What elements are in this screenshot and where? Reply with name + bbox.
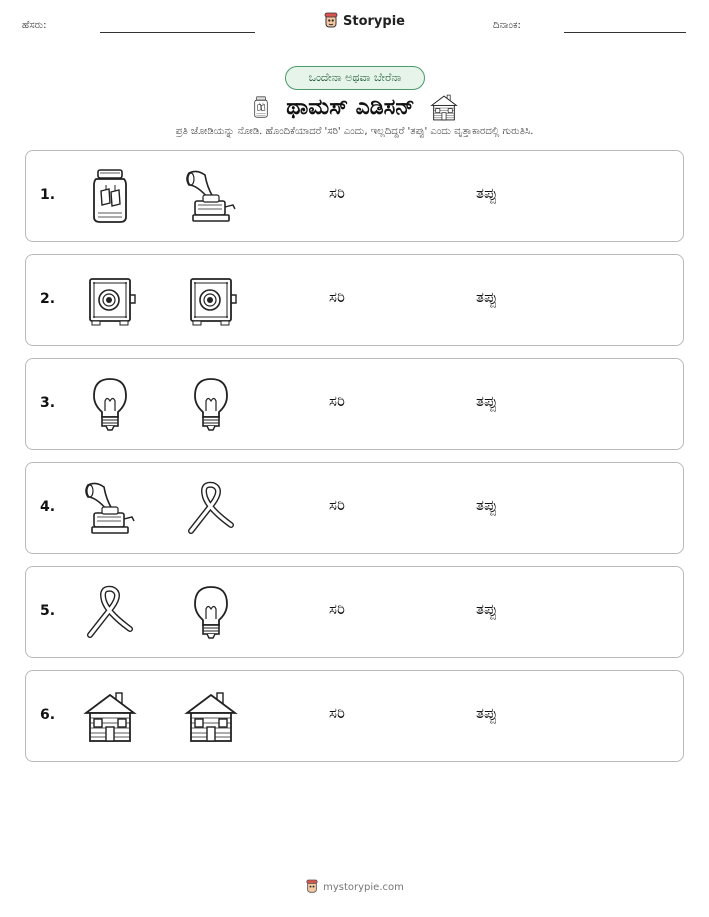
option-wrong[interactable]: ತಪ್ಪು bbox=[476, 392, 498, 410]
brick-house-icon bbox=[183, 687, 239, 745]
pair-row-3 bbox=[25, 358, 684, 450]
name-field[interactable] bbox=[100, 32, 255, 33]
light-bulb-icon bbox=[183, 375, 239, 433]
option-wrong[interactable]: ತಪ್ಪು bbox=[476, 600, 498, 618]
row-number: 6. bbox=[40, 707, 56, 723]
date-field[interactable] bbox=[564, 32, 686, 33]
storypie-mascot-icon bbox=[305, 879, 319, 895]
option-correct[interactable]: ಸರಿ bbox=[329, 496, 345, 514]
page-title: ಥಾಮಸ್ ಎಡಿಸನ್ bbox=[286, 94, 415, 120]
row-number: 5. bbox=[40, 603, 56, 619]
camera-box-icon bbox=[82, 271, 138, 329]
brick-house-icon bbox=[429, 92, 459, 122]
pair-row-2 bbox=[25, 254, 684, 346]
instructions: ಪ್ರತಿ ಜೋಡಿಯನ್ನು ನೋಡಿ. ಹೊಂದಿಕೆಯಾದರೆ 'ಸರಿ' ಎಂದು, ಇಲ್ಲದಿದ್ದರೆ 'ತಪ್ಪು' ಎಂದು ವೃತ್ತಾಕಾರದಲ್ಲಿ ಗುರುತಿಸಿ. bbox=[175, 126, 534, 137]
option-wrong[interactable]: ತಪ್ಪು bbox=[476, 496, 498, 514]
pair-row-4 bbox=[25, 462, 684, 554]
jar-icon bbox=[250, 92, 272, 122]
option-correct[interactable]: ಸರಿ bbox=[329, 288, 345, 306]
title-row bbox=[0, 90, 709, 124]
pair-row-6 bbox=[25, 670, 684, 762]
row-number: 2. bbox=[40, 291, 56, 307]
option-correct[interactable]: ಸರಿ bbox=[329, 600, 345, 618]
pair-row-1 bbox=[25, 150, 684, 242]
brick-house-icon bbox=[82, 687, 138, 745]
pair-row-5 bbox=[25, 566, 684, 658]
footer-url[interactable]: mystorypie.com bbox=[323, 881, 404, 893]
worksheet-type-badge: ಒಂದೇನಾ ಅಥವಾ ಬೇರೆನಾ bbox=[285, 66, 425, 90]
option-correct[interactable]: ಸರಿ bbox=[329, 392, 345, 410]
filament-icon bbox=[82, 583, 138, 641]
storypie-mascot-icon bbox=[323, 12, 339, 30]
option-wrong[interactable]: ತಪ್ಪು bbox=[476, 704, 498, 722]
camera-box-icon bbox=[183, 271, 239, 329]
option-correct[interactable]: ಸರಿ bbox=[329, 704, 345, 722]
option-wrong[interactable]: ತಪ್ಪು bbox=[476, 184, 498, 202]
storypie-logo bbox=[323, 12, 405, 30]
filament-icon bbox=[183, 479, 239, 537]
row-number: 1. bbox=[40, 187, 56, 203]
option-correct[interactable]: ಸರಿ bbox=[329, 184, 345, 202]
footer bbox=[0, 879, 709, 895]
date-label: ದಿನಾಂಕ: bbox=[493, 20, 521, 31]
phonograph-icon bbox=[183, 167, 239, 225]
option-wrong[interactable]: ತಪ್ಪು bbox=[476, 288, 498, 306]
jar-icon bbox=[82, 167, 138, 225]
row-number: 4. bbox=[40, 499, 56, 515]
brand-name: Storypie bbox=[343, 13, 405, 29]
name-label: ಹೆಸರು: bbox=[22, 20, 47, 31]
light-bulb-icon bbox=[183, 583, 239, 641]
phonograph-icon bbox=[82, 479, 138, 537]
row-number: 3. bbox=[40, 395, 56, 411]
light-bulb-icon bbox=[82, 375, 138, 433]
